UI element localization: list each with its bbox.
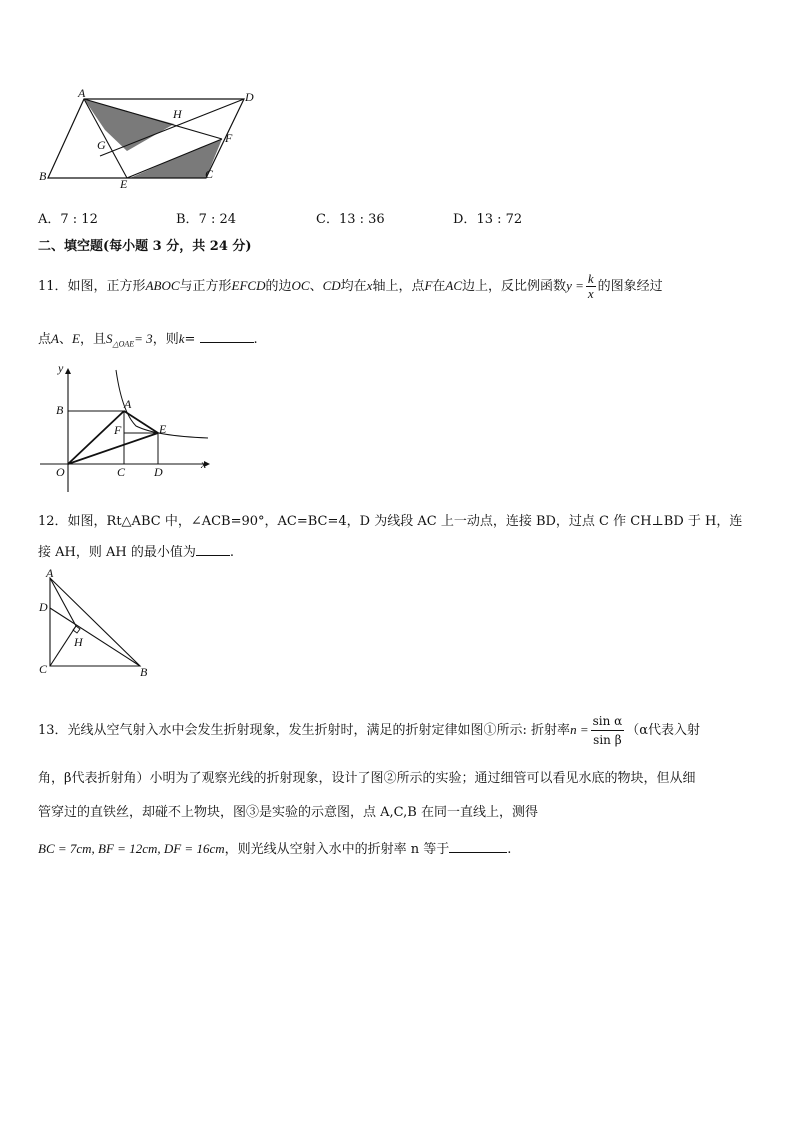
label-B: B bbox=[39, 169, 47, 183]
label-A: A bbox=[46, 566, 54, 580]
answer-blank-12[interactable] bbox=[196, 555, 230, 556]
y-axis-arrow bbox=[65, 368, 71, 374]
sin-fraction: $\frac{\text{sin α}}{\text{sin β}}$ bbox=[592, 714, 623, 747]
label-C: C bbox=[39, 662, 48, 676]
label-O: O bbox=[56, 465, 65, 479]
q13-line3: 管穿过的直铁丝，却碰不上物块，图③是实验的示意图，点 A,C,B 在同一直线上，测得 bbox=[38, 805, 538, 820]
label-C: C bbox=[205, 167, 214, 181]
segment-oe bbox=[68, 433, 158, 464]
label-D: D bbox=[154, 465, 163, 479]
k-over-x-fraction: $\frac{k}{x}$ bbox=[587, 271, 594, 301]
parallelogram-figure bbox=[36, 86, 266, 190]
label-G: G bbox=[97, 138, 106, 152]
triangle-abc bbox=[50, 578, 140, 666]
choice-c: C．13 : 36 bbox=[316, 212, 385, 227]
label-H: H bbox=[173, 107, 182, 121]
segment-oa bbox=[68, 411, 124, 464]
label-x: x bbox=[201, 457, 207, 471]
q13-line1: 13．光线从空气射入水中会发生折射现象，发生折射时，满足的折射定律如图①所示: 折射率n = $\frac{\text{sin α}}{\text{sin β}}$ （α代表入射 bbox=[38, 714, 701, 747]
segment-bd bbox=[50, 608, 140, 666]
choice-a: A．7 : 12 bbox=[38, 212, 98, 227]
label-D: D bbox=[39, 600, 48, 614]
segment-ch bbox=[50, 626, 76, 666]
label-A: A bbox=[124, 397, 132, 411]
right-triangle-figure bbox=[36, 566, 156, 680]
q13-line4: BC = 7cm, BF = 12cm, DF = 16cm，则光线从空射入水中的折射率 n 等于 . bbox=[38, 841, 512, 857]
label-B: B bbox=[56, 403, 64, 417]
label-y: y bbox=[58, 362, 64, 375]
label-B: B bbox=[140, 665, 148, 679]
answer-blank-11[interactable] bbox=[200, 342, 254, 343]
label-C: C bbox=[117, 465, 126, 479]
label-F: F bbox=[225, 131, 233, 145]
label-A: A bbox=[78, 86, 86, 100]
label-F: F bbox=[114, 423, 122, 437]
q11-line2: 点A、E，且$S_{\triangle OAE}= 3$，则k= . bbox=[38, 331, 258, 349]
segment-ae bbox=[124, 411, 158, 433]
coordinate-figure bbox=[36, 362, 216, 494]
q12-line1: 12．如图，Rt△ABC 中，∠ACB=90°，AC=BC=4，D 为线段 AC 上一动点，连接 BD，过点 C 作 CH⊥BD 于 H，连 bbox=[38, 514, 743, 529]
section-heading: 二、填空题(每小题 3 分，共 24 分) bbox=[38, 239, 252, 254]
label-E: E bbox=[120, 177, 128, 190]
q12-line2: 接 AH，则 AH 的最小值为 . bbox=[38, 545, 234, 560]
label-H: H bbox=[74, 635, 83, 649]
label-D: D bbox=[245, 90, 254, 104]
square-efcd bbox=[124, 433, 158, 464]
choice-d: D．13 : 72 bbox=[453, 212, 523, 227]
answer-blank-13[interactable] bbox=[449, 852, 507, 853]
q13-line2: 角，β代表折射角）小明为了观察光线的折射现象，设计了图②所示的实验；通过细管可以看见水底的物块，但从细 bbox=[38, 771, 696, 786]
label-E: E bbox=[159, 422, 167, 436]
q11-line1: 11．如图，正方形ABOC与正方形EFCD的边OC、CD均在x轴上，点F在AC边上，反比例函数y = $\frac{k}{x}$ 的图象经过 bbox=[38, 271, 663, 301]
choice-b: B．7 : 24 bbox=[176, 212, 237, 227]
segment-ah bbox=[50, 578, 76, 626]
